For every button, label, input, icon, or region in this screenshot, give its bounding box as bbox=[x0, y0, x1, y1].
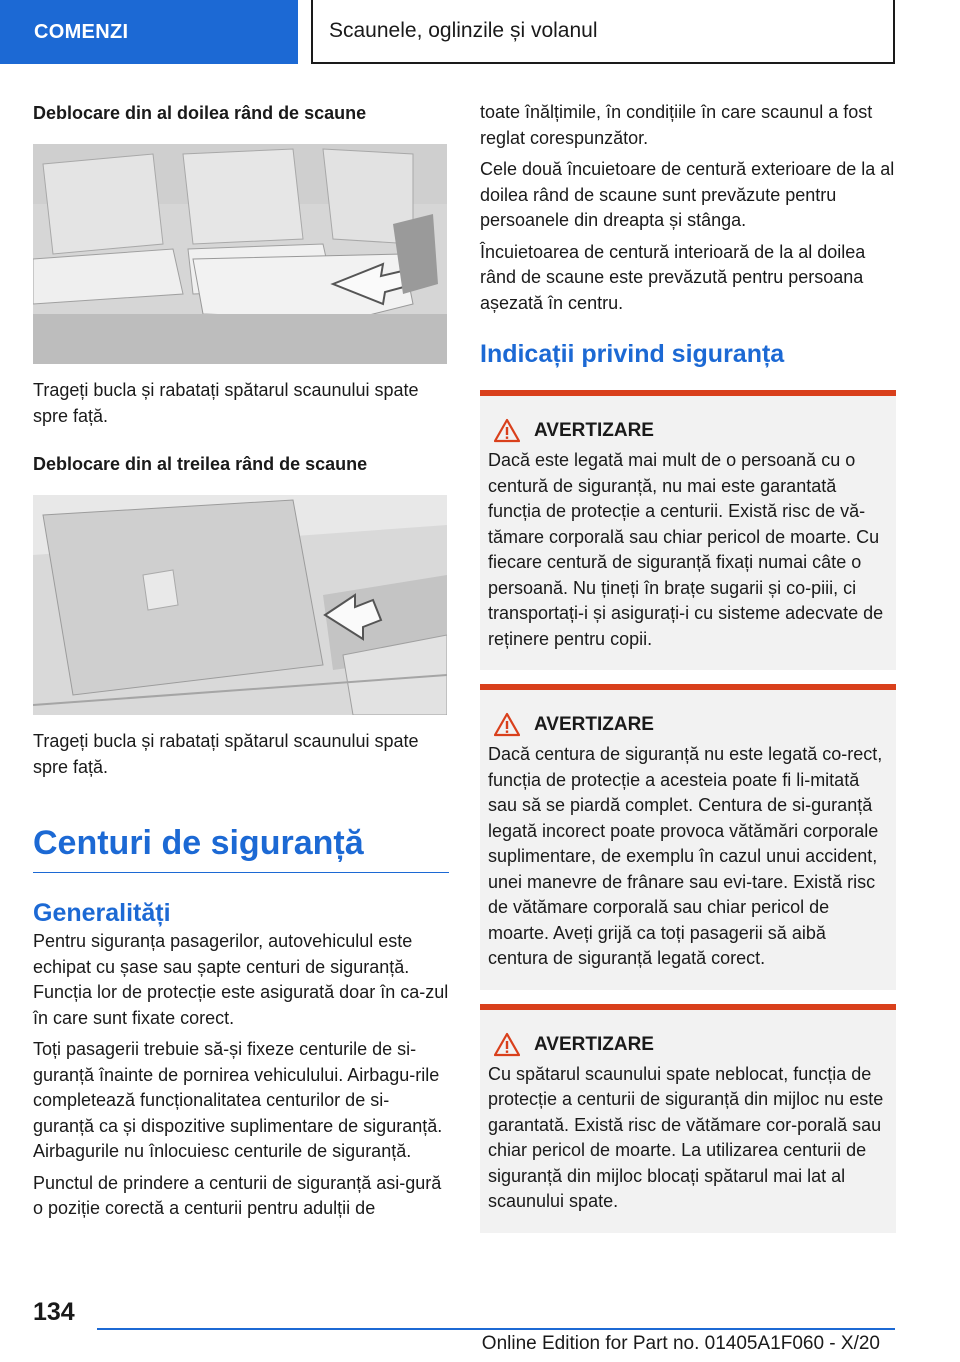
footer-divider bbox=[97, 1328, 895, 1330]
paragraph-inner-buckle: Încuietoarea de centură interioară de la al doilea rând de scaune este prevăzută pentru persoana așezată în centru. bbox=[480, 241, 866, 313]
warning-text: Cu spătarul scaunului spate neblocat, funcția de protecție a centurii de siguranță din mijloc nu este garantată. Există risc de vătămare cor-porală sau chiar pericol de moarte. La utilizarea centurii de siguranță din mijloc blocați spătarul mai lat al scaunului spate. bbox=[488, 1063, 884, 1211]
warning-text: Dacă centura de siguranță nu este legată co-rect, funcția de protecție a acesteia poate fi li-mitată sau să se piardă complet. Centura de si-guranță legată incorect poate provoca vătămări corporale suplimentare, de exemplu în cazul unui accident, unei manevre de frânare sau evi-tare. Există risc de vătămare corporală sau chiar pericol de moarte. Aveți grijă ca toți pasagerii să aibă centura de siguranță legată corect. bbox=[488, 744, 883, 968]
photo-second-row-seats bbox=[33, 144, 447, 364]
subheading-third-row: Deblocare din al treilea rând de scaune bbox=[33, 454, 368, 474]
warning-triangle-icon bbox=[494, 1032, 520, 1058]
warning-box-2 bbox=[480, 684, 896, 990]
warning-label: AVERTIZARE bbox=[534, 1033, 654, 1055]
footer-edition[interactable]: Online Edition for Part no. 01405A1F060 - X/20 bbox=[481, 1333, 880, 1354]
warning-triangle-icon bbox=[494, 418, 520, 444]
section-tab[interactable]: COMENZI bbox=[0, 0, 298, 64]
warning-label: AVERTIZARE bbox=[534, 420, 654, 441]
paragraph-continued: toate înălțimile, în condițiile în care scaunul a fost reglat corespunzător. bbox=[480, 102, 873, 148]
caption-third-row: Trageți bucla și rabatați spătarul scaunului spate spre față. bbox=[33, 731, 419, 777]
chapter-title: Scaunele, oglinzile și volanul bbox=[311, 0, 895, 64]
subheading-second-row: Deblocare din al doilea rând de scaune bbox=[33, 103, 367, 123]
paragraph-2: Toți pasagerii trebuie să-și fixeze centurile de si-guranță înainte de pornirea vehiculului. Airbagu-rile completează funcționalitatea centurilor de si-guranță ca și dispozitive suplimentare de siguranță. Airbagurile nu înlocuiesc centurile de siguranță. bbox=[33, 1039, 443, 1161]
right-column bbox=[480, 100, 896, 1233]
paragraph-outer-buckles: Cele două încuietoare de centură exterioare de la al doilea rând de scaune sunt prevăzute pentru persoanele din dreapta și stânga. bbox=[480, 159, 895, 230]
warning-label: AVERTIZARE bbox=[534, 714, 654, 735]
left-column bbox=[33, 100, 449, 1228]
subsection-title: Generalități bbox=[33, 899, 171, 927]
warning-box-1 bbox=[480, 390, 896, 670]
warning-triangle-icon bbox=[494, 712, 520, 738]
warning-box-3 bbox=[480, 1004, 896, 1233]
page-number: 134 bbox=[33, 1298, 75, 1326]
page-header bbox=[0, 0, 960, 68]
photo-third-row-seats bbox=[33, 495, 447, 715]
safety-title: Indicații privind siguranța bbox=[480, 340, 785, 368]
paragraph-3: Punctul de prindere a centurii de siguranță asi-gură o poziție corectă a centurii pentru adulții de bbox=[33, 1172, 442, 1218]
section-title: Centuri de siguranță bbox=[33, 822, 449, 873]
caption-second-row: Trageți bucla și rabatați spătarul scaunului spate spre față. bbox=[33, 380, 419, 426]
warning-text: Dacă este legată mai mult de o persoană cu o centură de siguranță, nu mai este garantată funcția de protecție a centurii. Există risc de vă-tămare corporală sau chiar pericol de moarte. Cu fiecare centură de siguranță fixați numai câte o persoană. Nu țineți în brațe sugarii și co-piii, ci transportați-i și asigurați-i cu sisteme adecvate de reținere pentru copii. bbox=[488, 450, 884, 649]
paragraph-1: Pentru siguranța pasagerilor, autovehiculul este echipat cu șase sau șapte centuri de siguranță. Funcția lor de protecție este asigurată doar în ca-zul în care sunt fixate corect. bbox=[33, 931, 449, 1028]
